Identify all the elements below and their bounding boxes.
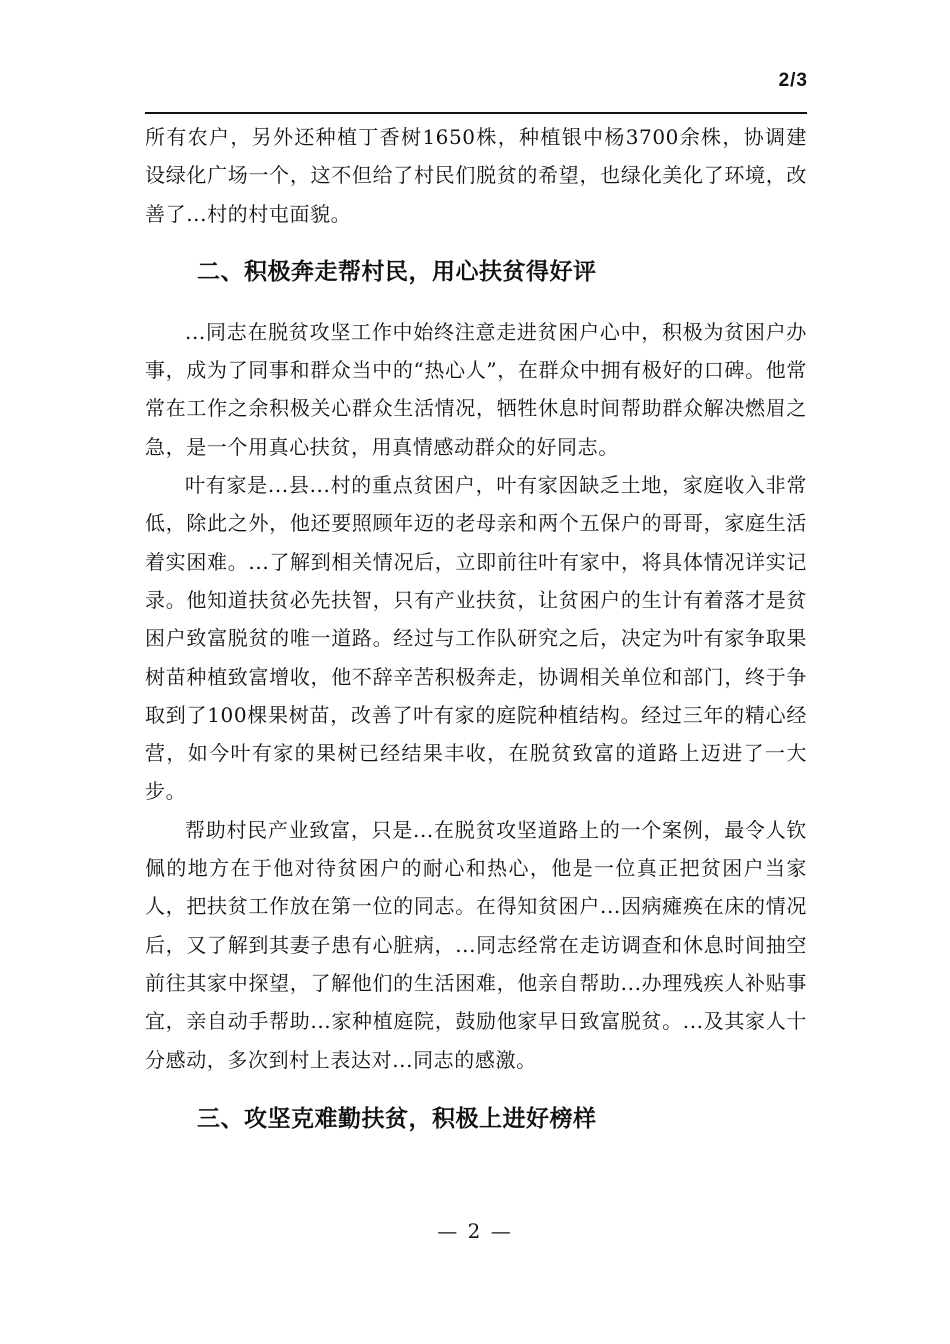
header-rule: [145, 112, 807, 114]
section-heading-2: 二、积极奔走帮村民，用心扶贫得好评: [197, 258, 597, 285]
paragraph-continued: 所有农户，另外还种植丁香树1650株，种植银中杨3700余株，协调建设绿化广场一个，这不但给了村民们脱贫的希望，也绿化美化了环境，改善了...村的村屯面貌。: [145, 125, 807, 226]
page-number-footer: — 2 —: [437, 1219, 513, 1243]
paragraph-2: 叶有家是...县...村的重点贫困户，叶有家因缺乏土地，家庭收入非常低，除此之外，他还要照顾年迈的老母亲和两个五保户的哥哥，家庭生活着实困难。...了解到相关情况后，立即前往叶有家中，将具体情况详实记录。他知道扶贫必先扶智，只有产业扶贫，让贫困户的生计有着落才是贫困户致富脱贫的唯一道路。经过与工作队研究之后，决定为叶有家争取果树苗种植致富增收，他不辞辛苦积极奔走，协调相关单位和部门，终于争取到了100棵果树苗，改善了叶有家的庭院种植结构。经过三年的精心经营，如今叶有家的果树已经结果丰收，在脱贫致富的道路上迈进了一大步。: [145, 473, 807, 804]
section-heading-3: 三、攻坚克难勤扶贫，积极上进好榜样: [197, 1105, 597, 1132]
paragraph-3: 帮助村民产业致富，只是...在脱贫攻坚道路上的一个案例，最令人钦佩的地方在于他对待贫困户的耐心和热心，他是一位真正把贫困户当家人，把扶贫工作放在第一位的同志。在得知贫困户...因病瘫痪在床的情况后，又了解到其妻子患有心脏病，...同志经常在走访调查和休息时间抽空前往其家中探望，了解他们的生活困难，他亲自帮助...办理残疾人补贴事宜，亲自动手帮助...家种植庭院，鼓励他家早日致富脱贫。...及其家人十分感动，多次到村上表达对...同志的感激。: [145, 817, 807, 1072]
page-indicator: 2/3: [778, 70, 808, 91]
document-body: [145, 118, 807, 1138]
paragraph-1: ...同志在脱贫攻坚工作中始终注意走进贫困户心中，积极为贫困户办事，成为了同事和群众当中的“热心人”，在群众中拥有极好的口碑。他常常在工作之余积极关心群众生活情况，牺牲休息时间帮助群众解决燃眉之急，是一个用真心扶贫，用真情感动群众的好同志。: [145, 319, 807, 459]
